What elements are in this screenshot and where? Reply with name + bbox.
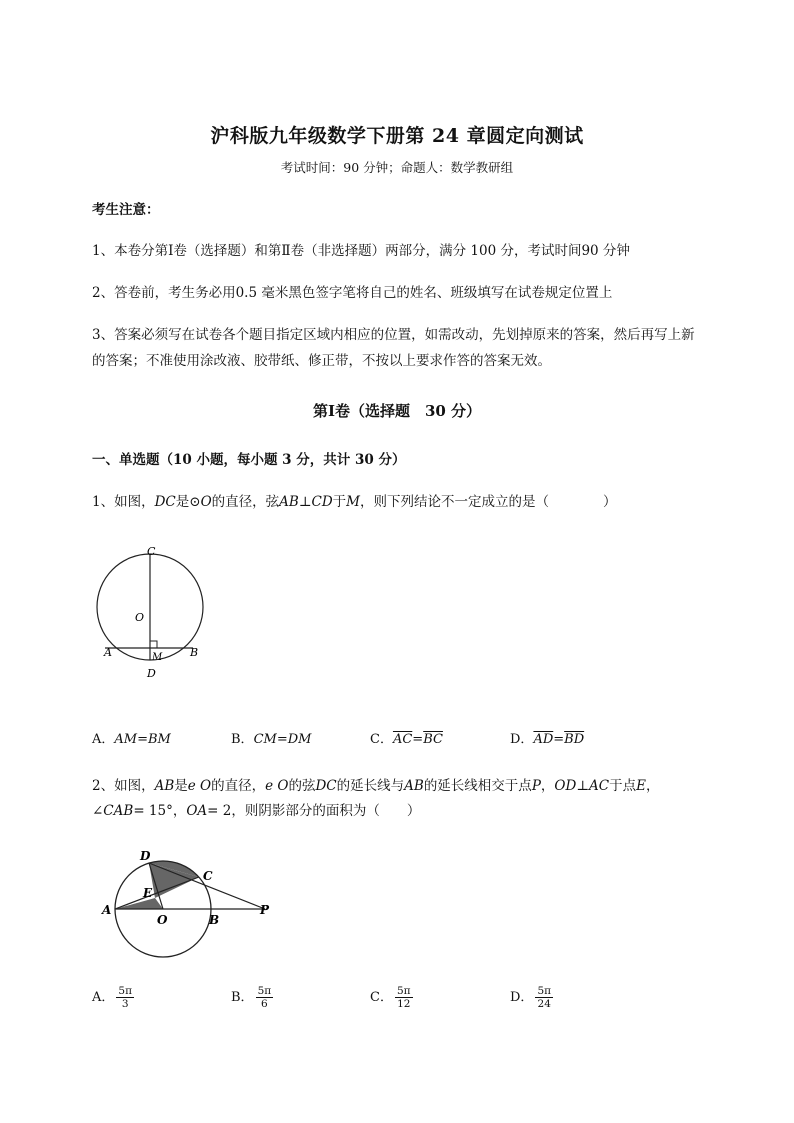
denominator: 3	[121, 998, 129, 1010]
question-1-stem	[92, 492, 617, 512]
label-a: A	[102, 903, 112, 917]
fraction	[535, 985, 553, 1010]
q2-var: DC	[315, 778, 337, 794]
q2-text: ⊥	[576, 778, 590, 794]
page-title: 沪科版九年级数学下册第 24 章圆定向测试	[210, 125, 584, 147]
option-text: CM=DM	[253, 732, 312, 747]
numerator: 5π	[118, 985, 132, 997]
notice-item-3-line-1: 3、答案必须写在试卷各个题目指定区域内相应的位置，如需改动，先划掉原来的答案，然后再写上新	[92, 327, 695, 343]
q2-option-d[interactable]	[510, 985, 553, 1010]
question-1-figure	[90, 540, 230, 685]
q2-var: e O	[187, 778, 212, 794]
q2-var: P	[531, 778, 541, 794]
arc-bd: $\overline{BD}$	[564, 732, 585, 747]
q2-text: ，	[540, 778, 555, 794]
denominator: 12	[397, 998, 411, 1010]
q1-option-b[interactable]	[231, 728, 311, 747]
notice-item-3-line-2: 的答案；不准使用涂改液、胶带纸、修正带，不按以上要求作答的答案无效。	[92, 353, 551, 369]
q2-var: OA	[186, 803, 208, 819]
notice-heading: 考生注意：	[92, 202, 160, 218]
question-2-figure	[95, 842, 285, 972]
numerator: 5π	[537, 985, 552, 997]
label-c: C	[147, 545, 156, 558]
q2-text: ，	[172, 803, 187, 819]
fraction	[395, 985, 413, 1010]
q1-var: DC	[154, 494, 176, 510]
q2-text: 的延长线相交于点	[423, 778, 532, 794]
q1-option-a[interactable]	[92, 728, 171, 747]
equals: =	[553, 732, 565, 747]
q2-text: ，则阴影部分的面积为（ ）	[231, 803, 421, 819]
q1-text: 是⊙	[175, 494, 201, 510]
arc-ad: $\overline{AD}$	[533, 732, 554, 747]
option-label: C．	[370, 732, 393, 747]
label-a: A	[104, 646, 112, 659]
label-c: C	[203, 869, 213, 883]
q2-var: E	[636, 778, 646, 794]
q1-text: ⊥	[298, 494, 312, 510]
label-m: M	[152, 652, 163, 663]
notice-item-1: 1、本卷分第Ⅰ卷（选择题）和第Ⅱ卷（非选择题）两部分，满分 100 分，考试时间90 分钟	[92, 243, 630, 259]
q1-text: 的直径，弦	[211, 494, 280, 510]
option-label: C．	[370, 990, 393, 1005]
label-o: O	[135, 611, 145, 624]
numerator: 5π	[257, 985, 272, 997]
arc-ac: $\overline{AC}$	[392, 732, 413, 747]
q2-var: AB	[154, 778, 175, 794]
option-text: AM=BM	[114, 732, 171, 747]
right-angle-mark	[150, 641, 157, 648]
q1-var: O	[200, 494, 212, 510]
denominator: 24	[537, 998, 551, 1010]
q2-var: ∠CAB	[92, 803, 134, 819]
q2-text: 的弦	[288, 778, 316, 794]
q2-var: AC	[589, 778, 610, 794]
q1-var: AB	[279, 494, 299, 510]
option-label: A．	[92, 732, 115, 747]
part-heading: 一、单选题（10 小题，每小题 3 分，共计 30 分）	[92, 452, 406, 468]
label-o: O	[157, 913, 168, 927]
q2-text: = 15°	[133, 803, 173, 819]
q1-text: 1、如图，	[92, 494, 155, 510]
arc-bc: $\overline{BC}$	[423, 732, 443, 747]
q2-text: 的延长线与	[336, 778, 405, 794]
q2-var: AB	[404, 778, 424, 794]
q2-text: 2、如图，	[92, 778, 155, 794]
label-d: D	[147, 667, 156, 680]
q2-option-a[interactable]	[92, 985, 134, 1010]
option-label: B．	[231, 990, 254, 1005]
q1-text: ，则下列结论不一定成立的是（ ）	[360, 494, 617, 510]
option-label: B．	[231, 732, 254, 747]
q1-var: CD	[311, 494, 333, 510]
question-2-stem-line-1	[92, 776, 659, 796]
q2-text: ，	[645, 778, 660, 794]
fraction	[116, 985, 134, 1010]
notice-item-2: 2、答卷前，考生务必用0.5 毫米黑色签字笔将自己的姓名、班级填写在试卷规定位置上	[92, 285, 613, 301]
fraction	[256, 985, 274, 1010]
label-b: B	[190, 646, 199, 659]
label-d: D	[140, 849, 151, 863]
q2-text: 的直径，	[211, 778, 266, 794]
label-b: B	[209, 913, 220, 927]
q2-text: 是	[174, 778, 188, 794]
q2-var: OD	[554, 778, 577, 794]
label-p: P	[260, 903, 270, 917]
q2-option-c[interactable]	[370, 985, 413, 1010]
section-title: 第Ⅰ卷（选择题 30 分）	[312, 402, 482, 420]
question-2-stem-line-2	[92, 801, 420, 821]
q2-var: e O	[265, 778, 289, 794]
q1-text: 于	[332, 494, 347, 510]
option-label: D．	[510, 732, 534, 747]
label-e: E	[143, 886, 153, 900]
q2-text: = 2	[207, 803, 232, 819]
exam-subtitle: 考试时间：90 分钟；命题人：数学教研组	[280, 160, 514, 175]
option-label: D．	[510, 990, 534, 1005]
q1-option-d[interactable]	[510, 728, 584, 747]
q2-option-b[interactable]	[231, 985, 273, 1010]
q1-var: M	[346, 494, 360, 510]
q1-option-c[interactable]	[370, 728, 443, 747]
numerator: 5π	[396, 985, 411, 997]
option-label: A．	[92, 990, 115, 1005]
q2-text: 于点	[609, 778, 637, 794]
denominator: 6	[261, 998, 268, 1010]
equals: =	[412, 732, 424, 747]
